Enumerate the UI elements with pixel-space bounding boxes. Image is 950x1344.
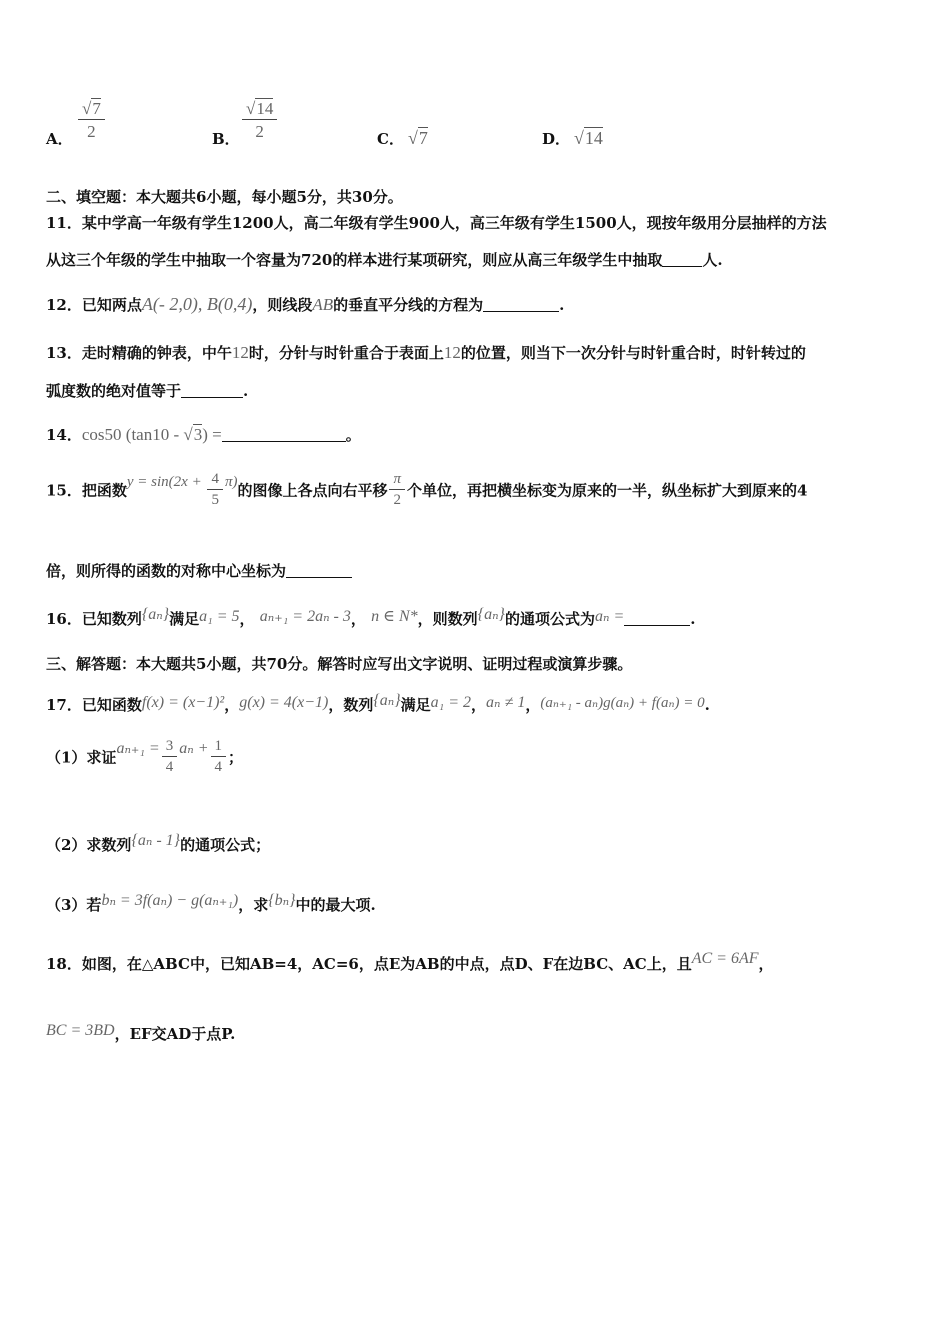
option-a-value: $\frac{√7}{2}$: [76, 100, 107, 140]
q11-line1: 11．某中学高一年级有学生1200人，高二年级有学生900人，高三年级有学生1500人，现按年级用分层抽样的方法: [46, 214, 827, 232]
q18-line2: BC = 3BD，EF交AD于点P.: [46, 1022, 236, 1043]
answer-blank: [286, 563, 352, 578]
q17-part2: （2）求数列{aₙ - 1}的通项公式；: [46, 832, 271, 854]
section-3-heading: 三、解答题：本大题共5小题，共70分。解答时应写出文字说明、证明过程或演算步骤。: [46, 655, 633, 673]
q12: 12．已知两点A(- 2,0), B(0,4)，则线段AB的垂直平分线的方程为 .: [46, 294, 565, 314]
answer-blank: [624, 611, 690, 626]
q18-line1: 18．如图，在△ABC中，已知AB=4，AC=6，点E为AB的中点，点D、F在边BC、AC上，且AC = 6AF，: [46, 950, 774, 973]
q13-line2: 弧度数的绝对值等于 .: [46, 382, 249, 400]
q14: 14．cos50 (tan10 - √3) = 。: [46, 425, 361, 444]
answer-blank: [181, 383, 243, 398]
answer-blank: [222, 427, 346, 442]
q13-line1: 13．走时精确的钟表，中午12时，分针与时针重合于表面上12的位置，则当下一次分针与时针重合时，时针转过的: [46, 343, 806, 362]
option-c-value: √7: [408, 128, 428, 148]
option-d-label: D．: [542, 130, 571, 148]
q17-part3: （3）若bₙ = 3f(aₙ) − g(aₙ₊₁)，求{bₙ}中的最大项.: [46, 892, 376, 914]
option-b-value: $\frac{√14}{2}$: [240, 100, 279, 140]
option-c-label: C．: [377, 130, 404, 148]
answer-blank: [483, 297, 559, 312]
answer-blank: [662, 252, 702, 267]
section-2-heading: 二、填空题：本大题共6小题，每小题5分，共30分。: [46, 188, 403, 206]
option-d-value: √14: [574, 128, 603, 148]
q17-stem: 17．已知函数f(x) = (x−1)²，g(x) = 4(x−1)，数列{aₙ}满足a₁ = 2，aₙ ≠ 1，(aₙ₊₁ - aₙ)g(aₙ) + f(aₙ) = 0.: [46, 692, 710, 714]
q16: 16．已知数列{aₙ}满足a₁ = 5， aₙ₊₁ = 2aₙ - 3， n ∈ N*，则数列{aₙ}的通项公式为aₙ = .: [46, 606, 696, 628]
q17-part1: （1）求证aₙ₊₁ = $\frac{3}{4}$ aₙ + $\frac{1}{4}$ ；: [46, 738, 244, 775]
q15-line2: 倍，则所得的函数的对称中心坐标为: [46, 560, 352, 581]
q15-line1: 15．把函数y = sin(2x + $\frac{4}{5}$ π)的图像上各点向右平移 $\frac{\pi}{2}$ 个单位，再把横坐标变为原来的一半，纵坐标扩大到原来的4: [46, 471, 808, 508]
option-a-label: A．: [46, 130, 73, 148]
q11-line2: 从这三个年级的学生中抽取一个容量为720的样本进行某项研究，则应从高三年级学生中抽取 人.: [46, 251, 723, 269]
option-b-label: B．: [212, 130, 240, 148]
